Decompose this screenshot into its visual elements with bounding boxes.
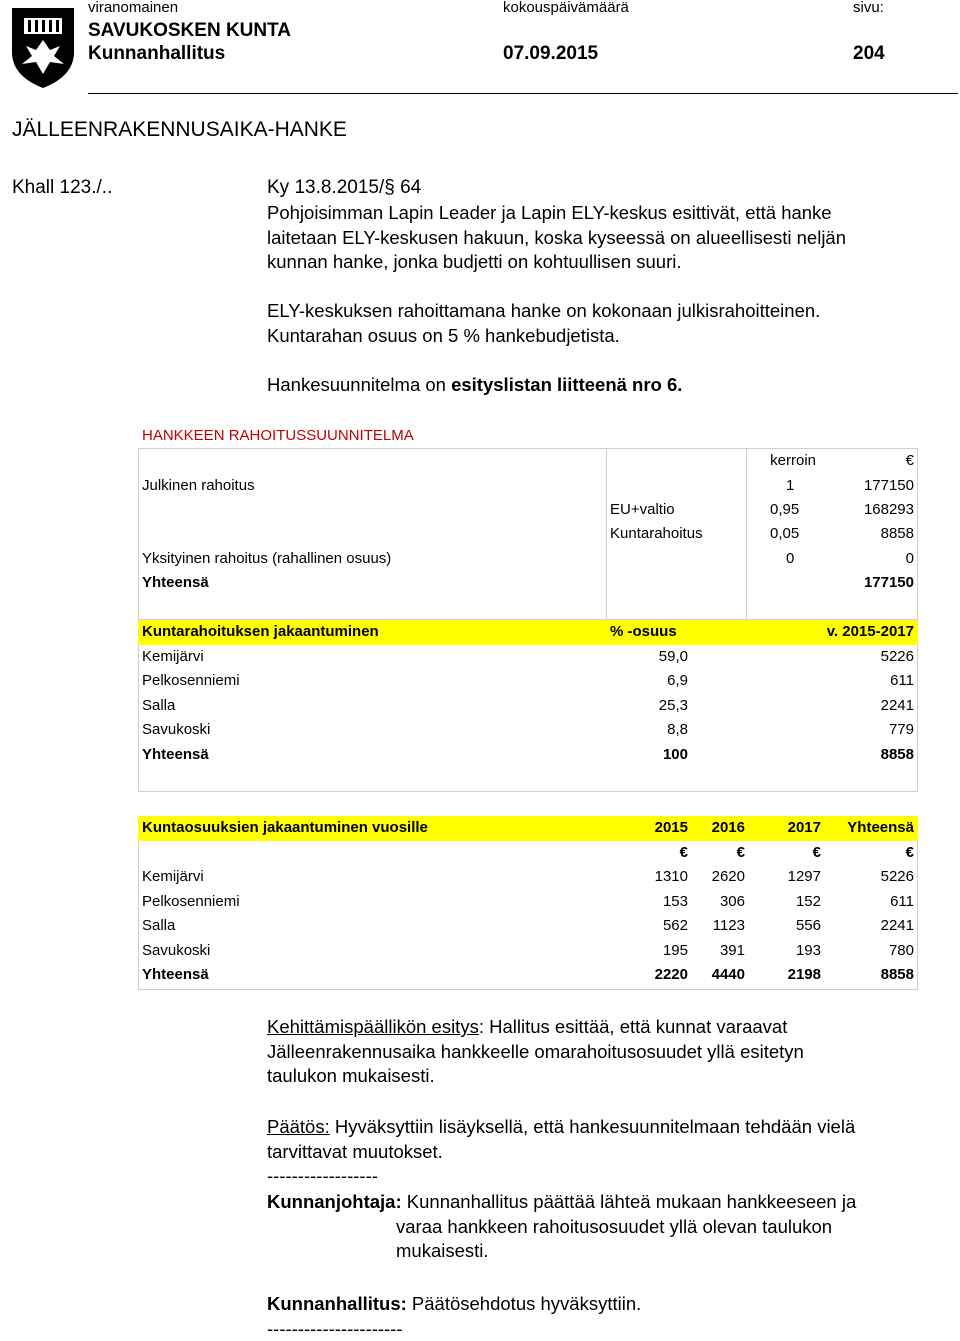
- euro-header: €: [906, 452, 914, 469]
- municipal-coat-of-arms-logo: [10, 6, 76, 95]
- doc-type-label: viranomainen: [88, 0, 178, 16]
- split-header-row: Kuntarahoituksen jakaantuminen % -osuus v. 2015-2017: [138, 620, 918, 645]
- decision-section: Päätös: Hyväksyttiin lisäyksellä, että hankesuunnitelmaan tehdään vielä tarvittavat muutokset. ------------------: [267, 1115, 855, 1189]
- split-row: Savukoski 8,8 779: [138, 718, 918, 743]
- plan-row-private: Yksityinen rahoitus (rahallinen osuus) 0 0: [138, 547, 918, 572]
- board-label: Kunnanhallitus:: [267, 1293, 407, 1314]
- years-header-row: Kuntaosuuksien jakaantuminen vuosille 2015 2016 2017 Yhteensä: [138, 816, 918, 841]
- paragraph-background: Pohjoisimman Lapin Leader ja Lapin ELY-keskus esittivät, että hanke laitetaan ELY-keskusen hakuun, koska kyseessä on alueellisesti neljän kunnan hanke, jonka budjetti on kohtuullisen suuri.: [267, 201, 846, 275]
- manager-label: Kunnanjohtaja:: [267, 1191, 402, 1212]
- decision-separator: ------------------: [267, 1164, 855, 1189]
- years-currency-row: € € € €: [138, 841, 918, 866]
- plan-row-eu: EU+valtio 0,95 168293: [138, 498, 918, 523]
- manager-section: Kunnanjohtaja: Kunnanhallitus päättää lähteä mukaan hankkeeseen ja varaa hankkeen rahoitusosuudet yllä olevan taulukon mukaisesti.: [267, 1190, 856, 1264]
- split-total-row: Yhteensä 100 8858: [138, 743, 918, 768]
- ky-reference: Ky 13.8.2015/§ 64: [267, 177, 421, 199]
- proposal-section: Kehittämispäällikön esitys: Hallitus esittää, että kunnat varaavat Jälleenrakennusaika hankkeelle omarahoitusosuudet yllä esitetyn taulukon mukaisesti.: [267, 1015, 804, 1089]
- paragraph-attachment: Hankesuunnitelma on esityslistan liitteenä nro 6.: [267, 373, 682, 398]
- board-separator: ----------------------: [267, 1317, 641, 1341]
- financing-spreadsheet: [138, 424, 920, 990]
- plan-header-row: [138, 449, 918, 474]
- split-row: Kemijärvi 59,0 5226: [138, 645, 918, 670]
- page-label: sivu:: [853, 0, 884, 16]
- header-divider: [88, 93, 958, 94]
- plan-title-row: [138, 424, 918, 449]
- coef-header: kerroin: [770, 452, 816, 469]
- khall-reference: Khall 123./..: [12, 177, 112, 199]
- split-row: Pelkosenniemi 6,9 611: [138, 669, 918, 694]
- page-number: 204: [853, 43, 885, 65]
- plan-row-municipal: Kuntarahoitus 0,05 8858: [138, 522, 918, 547]
- plan-title: HANKKEEN RAHOITUSSUUNNITELMA: [142, 427, 414, 444]
- organization-name: SAVUKOSKEN KUNTA: [88, 20, 291, 42]
- board-section: Kunnanhallitus: Päätösehdotus hyväksyttiin. ----------------------: [267, 1292, 641, 1341]
- governing-body: Kunnanhallitus: [88, 43, 225, 65]
- attachment-reference: esityslistan liitteenä nro 6.: [451, 374, 682, 395]
- decision-label: Päätös:: [267, 1116, 330, 1137]
- years-row: Salla 562 1123 556 2241: [138, 914, 918, 939]
- years-row: Pelkosenniemi 153 306 152 611: [138, 890, 918, 915]
- split-row: Salla 25,3 2241: [138, 694, 918, 719]
- years-row: Savukoski 195 391 193 780: [138, 939, 918, 964]
- years-total-row: Yhteensä 2220 4440 2198 8858: [138, 963, 918, 988]
- meeting-date: 07.09.2015: [503, 43, 598, 65]
- years-row: Kemijärvi 1310 2620 1297 5226: [138, 865, 918, 890]
- date-label: kokouspäivämäärä: [503, 0, 629, 16]
- plan-total-row: Yhteensä 177150: [138, 571, 918, 596]
- paragraph-funding: ELY-keskuksen rahoittamana hanke on kokonaan julkisrahoitteinen. Kuntarahan osuus on 5 % hankebudjetista.: [267, 299, 820, 348]
- proposal-label: Kehittämispäällikön esitys: [267, 1016, 479, 1037]
- section-title: JÄLLEENRAKENNUSAIKA-HANKE: [12, 118, 347, 142]
- plan-row-public: Julkinen rahoitus 1 177150: [138, 474, 918, 499]
